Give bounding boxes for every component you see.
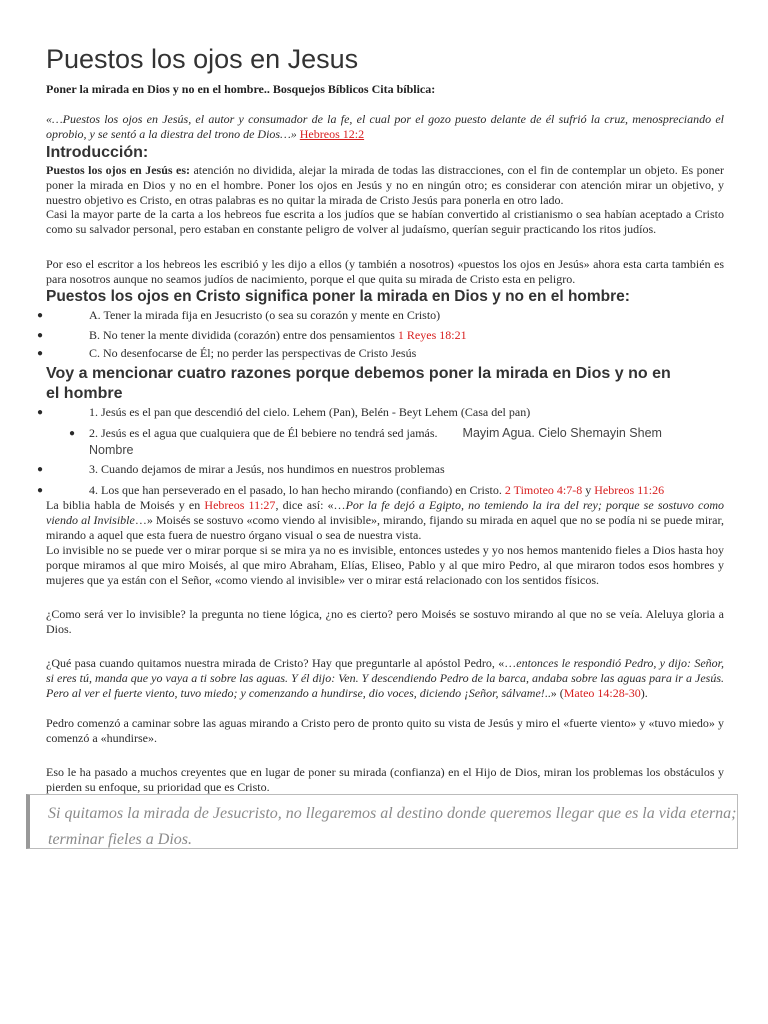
intro-paragraph-2: Casi la mayor parte de la carta a los hebreos fue escrita a los judíos que se habían convertido al cristianismo o sea habían aceptado a Cristo como su salvador personal, pero estaban en constante peligro de volver al judaísmo, querían seguir practicando los ritos judíos.	[46, 207, 724, 236]
moses-text: La biblia habla de Moisés y en	[46, 498, 205, 512]
peter-paragraph	[46, 656, 724, 701]
definition-term: Puestos los ojos en Jesús es:	[46, 163, 190, 177]
bullet-icon: ●	[37, 310, 44, 321]
bullet-icon: ●	[69, 428, 76, 439]
peter-ref-link[interactable]: Mateo 14:28-30	[563, 686, 641, 700]
pull-quote: Si quitamos la mirada de Jesucristo, no llegaremos al destino donde queremos llegar que es la vida eterna; terminar fieles a Dios.	[26, 794, 738, 849]
reason-text: 3. Cuando dejamos de mirar a Jesús, nos hundimos en nuestros problemas	[89, 462, 445, 476]
bullet-icon: ●	[37, 464, 44, 475]
list-item	[37, 308, 441, 323]
bullet-icon: ●	[37, 485, 44, 496]
list-item-text: A. Tener la mirada fija en Jesucristo (o sea su corazón y mente en Cristo)	[89, 308, 441, 322]
epigraph-ref-link[interactable]: Hebreos 12:2	[299, 127, 365, 141]
peter-text: ..» (	[544, 686, 564, 700]
believers-paragraph: Eso le ha pasado a muchos creyentes que en lugar de poner su mirada (confianza) en el Hijo de Dios, miran los problemas los obstáculos y pierden su enfoque, su prioridad que es Cristo.	[46, 765, 724, 794]
reason-item	[69, 426, 662, 441]
reason-ref-link[interactable]: Hebreos 11:26	[594, 483, 665, 497]
epigraph	[46, 112, 724, 142]
peter-text: ).	[640, 686, 648, 700]
intro-heading: Introducción:	[46, 144, 149, 161]
moses-ref-link[interactable]: Hebreos 11:27	[204, 498, 276, 512]
reason-item	[37, 405, 531, 420]
question-paragraph: ¿Como será ver lo invisible? la pregunta no tiene lógica, ¿no es cierto? pero Moisés se sostuvo mirando al que no se veía. Aleluya gloria a Dios.	[46, 607, 724, 636]
list-item-text: C. No desenfocarse de Él; no perder las perspectivas de Cristo Jesús	[89, 346, 417, 360]
reason-item	[37, 483, 665, 498]
peter-paragraph-2: Pedro comenzó a caminar sobre las aguas mirando a Cristo pero de pronto quito su vista de Jesús y miro el «fuerte viento» y «tuvo miedo» y comenzó a «hundirse».	[46, 716, 724, 745]
list-item	[37, 328, 467, 343]
bullet-icon: ●	[37, 330, 44, 341]
definition-text: atención no dividida, alejar la mirada de todas las distracciones, con el fin de contemplar un objeto. Es poner poner la mirada en Dios y no en el hombre. Poner los ojos en Jesús y no en ningún otro; es considerar con atención mirar un objetivo, y nuestro objetivo es Cristo, en otras palabras es no quitar la mirada de Cristo Jesús para ponerla en otro lado.	[46, 163, 724, 207]
list-item-ref-link[interactable]: 1 Reyes 18:21	[397, 328, 467, 342]
moses-text: …» Moisés se sostuvo «como viendo al invisible», mirando, fijando su mirada en aquel que no se podía ni se puede mirar, mirando a aquel que esta fuera de nuestro órgano visual o sea de nuestra vista.	[46, 513, 724, 542]
epigraph-text: «…Puestos los ojos en Jesús, el autor y consumador de la fe, el cual por el gozo puesto delante de él sufrió la cruz, menospreciando el oprobio, y se sentó a la diestra del trono de Dios…»	[46, 112, 724, 141]
section1-heading: Puestos los ojos en Cristo significa poner la mirada en Dios y no en el hombre:	[46, 288, 630, 305]
section2-heading-line1: Voy a mencionar cuatro razones porque debemos poner la mirada en Dios y no en	[46, 365, 671, 382]
bullet-icon: ●	[37, 407, 44, 418]
invisible-paragraph: Lo invisible no se puede ver o mirar porque si se mira ya no es invisible, entonces ustedes y yo nos hemos mantenido fieles a Dios hasta hoy porque miramos al que miro Moisés, al que miro Abraham, Elías, Eliseo, Pablo y al que miro Pedro, al que miraron todos esos hombres y mujeres que ya están con el Señor, «como viendo al invisible» ver o mirar está relacionado con los sentidos físicos.	[46, 543, 724, 587]
reason-text: 4. Los que han perseverado en el pasado, lo han hecho mirando (confiando) en Cristo.	[89, 483, 505, 497]
intro-definition	[46, 163, 724, 208]
intro-paragraph-3: Por eso el escritor a los hebreos les escribió y les dijo a ellos (y también a nosotros) «puestos los ojos en Jesús» ahora esta carta también es para nosotros aunque no seamos judíos de nacimiento, porque el que quita su mirada de Cristo esta en peligro.	[46, 257, 724, 286]
section2-heading	[46, 364, 671, 404]
reason-text: 1. Jesús es el pan que descendió del cielo. Lehem (Pan), Belén - Beyt Lehem (Casa del pan)	[89, 405, 531, 419]
list-item	[37, 346, 417, 361]
reason-note: Mayim Agua. Cielo Shemayin Shem	[462, 426, 662, 440]
section2-heading-line2: el hombre	[46, 385, 123, 402]
reason-note-continued: Nombre	[89, 443, 134, 457]
conjunction: y	[582, 483, 595, 497]
moses-paragraph	[46, 498, 724, 543]
peter-quote: entonces le respondió Pedro, y dijo: Señor, si eres tú, manda que yo vaya a ti sobre las aguas. Y él dijo: Ven. Y descendiendo Pedro de la barca, andaba sobre las aguas para ir a Jesús. Pero al ver el fuerte viento, tuvo miedo; y comenzando a hundirse, dio voces, diciendo ¡Señor, sálvame!	[46, 656, 725, 700]
moses-quote: Por la fe dejó a Egipto, no temiendo la ira del rey; porque se sostuvo como viendo al Invisible	[46, 498, 724, 527]
subtitle: Poner la mirada en Dios y no en el hombre.. Bosquejos Bíblicos Cita bíblica:	[46, 82, 436, 96]
list-item-text: B. No tener la mente dividida (corazón) entre dos pensamientos	[89, 328, 398, 342]
page-title: Puestos los ojos en Jesus	[46, 44, 359, 74]
peter-text: ¿Qué pasa cuando quitamos nuestra mirada de Cristo? Hay que preguntarle al apóstol Pedro, «…	[46, 656, 517, 670]
reason-text: 2. Jesús es el agua que cualquiera que de Él bebiere no tendrá sed jamás.	[89, 426, 438, 440]
bullet-icon: ●	[37, 348, 44, 359]
reason-ref-link[interactable]: 2 Timoteo 4:7-8	[504, 483, 583, 497]
moses-text: , dice así: «…	[275, 498, 346, 512]
reason-item	[37, 462, 445, 477]
